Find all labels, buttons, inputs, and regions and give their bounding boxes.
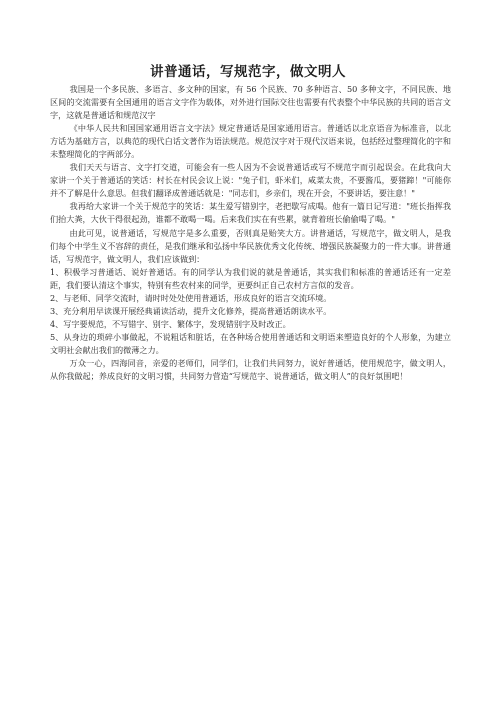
- document-body: [50, 83, 451, 383]
- list-item-2: 2、与老师、同学交流时，请时时处处使用普通话，形成良好的语言交流环境。: [50, 292, 332, 303]
- paragraph-intro: 我国是一个多民族、多语言、多文种的国家，有 56 个民族、70 多种语言、50 多种文字，不同民族、地区间的交流需要有全国通用的语言文字作为载体，对外进行国际交往也需要有代表整个中华民族的共同的语言文字，这就是普通话和规范汉字: [50, 84, 451, 121]
- list-item-1: 1、积极学习普通话、说好普通话。有的同学认为我们说的就是普通话，其实我们和标准的普通话还有一定差距，我们要认清这个事实，特别有些农村来的同学，更要纠正自己农村方言似的发音。: [50, 266, 451, 290]
- list-item-5: 5、从身边的琐碎小事做起，不说粗话和脏话，在各种场合使用普通话和文明语来塑造良好的个人形象，为建立文明社会献出我们的微薄之力。: [50, 331, 451, 355]
- paragraph-importance: 由此可见，说普通话，写规范字是多么重要，否则真是贻笑大方。讲普通话，写规范字，做文明人，是我们每个中学生义不容辞的责任，是我们继承和弘扬中华民族优秀文化传统、增强民族凝聚力的一件大事。讲普通话，写规范字，做文明人，我们应该做到：: [50, 227, 451, 264]
- paragraph-closing: 万众一心，四海同音，亲爱的老师们，同学们，让我们共同努力，说好普通话，使用规范字，做文明人，从你我做起；养成良好的文明习惯，共同努力营造“写规范字、说普通话，做文明人”的良好氛围吧！: [50, 357, 451, 382]
- list-item-3: 3、充分利用早读课开展经典诵读活动，提升文化修养，提高普通话朗读水平。: [50, 305, 332, 316]
- paragraph-law: 《中华人民共和国国家通用语言文字法》规定普通话是国家通用语言。普通话以北京语音为标准音，以北方话为基础方言，以典范的现代白话文著作为语法规范。规范汉字对于现代汉语来说，包括经过整理简化的字和未整理简化的字两部分。: [50, 123, 451, 160]
- paragraph-dialect-joke: 我们天天与语言、文字打交道，可能会有一些人因为不会说普通话或写不规范字而引起误会。在此我向大家讲一个关于普通话的笑话：村长在村民会议上说："兔子们，虾米们，咸菜太贵，不要酱瓜，要猪蹄！"可能你并不了解是什么意思。但我们翻译成普通话就是："同志们，乡亲们，现在开会，不要讲话，要注意！": [50, 162, 451, 199]
- list-item-4: 4、写字要规范，不写错字、别字、繁体字，发现错别字及时改正。: [50, 318, 291, 329]
- paragraph-character-joke: 我再给大家讲一个关于规范字的笑话：某生爱写错别字，老把歇写成喝。他有一篇日记写道："班长指挥我们抬大粪，大伙干得很起劲，谁都不敢喝一喝。后来我们实在有些累，就背着班长偷偷喝了喝。": [50, 201, 451, 225]
- document-title: 讲普通话，写规范字，做文明人: [150, 64, 346, 80]
